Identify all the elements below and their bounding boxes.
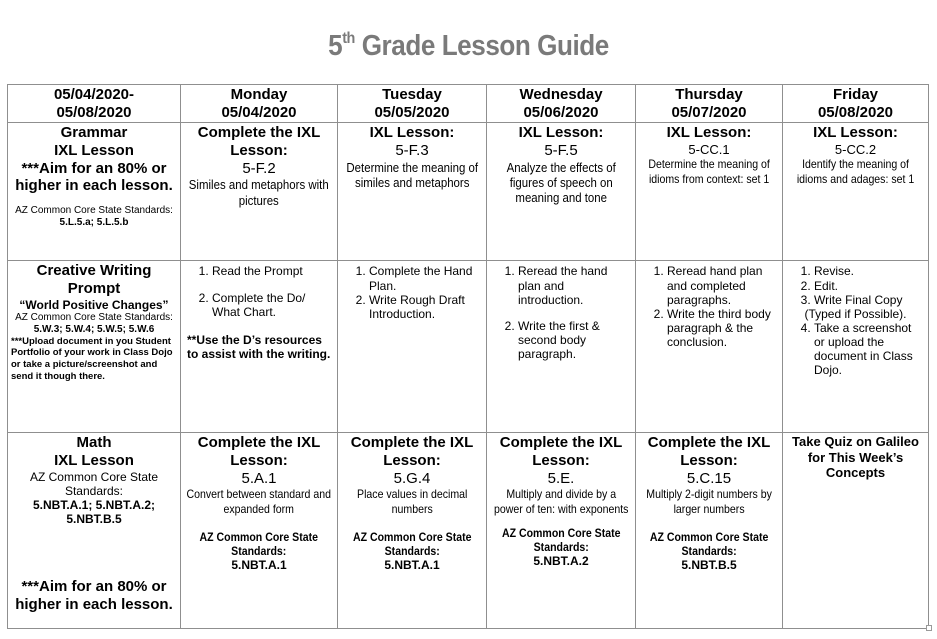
thursday-steps: [639, 264, 779, 349]
monday-steps: [184, 264, 334, 318]
grammar-friday: IXL Lesson: 5-CC.2 Identify the meaning of idioms and adages: set 1: [783, 123, 929, 261]
tuesday-steps: [341, 264, 483, 321]
friday-steps: [786, 264, 925, 306]
writing-label-cell: Creative Writing Prompt “World Positive Changes” AZ Common Core State Standards: 5.W.3; 5.W.4; 5.W.5; 5.W.6 ***Upload document in you Student Portfolio of your work in Class Dojo or take a picture/screenshot and send it though there.: [8, 261, 181, 433]
math-monday: Complete the IXL Lesson: 5.A.1 Convert between standard and expanded form AZ Common Core State Standards: 5.NBT.A.1: [181, 433, 338, 629]
header-thursday: Thursday 05/07/2020: [636, 85, 783, 123]
math-wednesday: Complete the IXL Lesson: 5.E. Multiply and divide by a power of ten: with exponents AZ Common Core State Standards: 5.NBT.A.2: [487, 433, 636, 629]
list-item: 1. Complete the Hand Plan.: [369, 264, 483, 292]
writing-friday: [783, 261, 929, 433]
list-item: 2. Write Rough Draft Introduction.: [369, 293, 483, 321]
grammar-row: [8, 123, 929, 261]
friday-steps-cont: [786, 321, 925, 378]
list-item: 3. Write Final Copy: [814, 293, 925, 307]
page-title: 5th Grade Lesson Guide: [328, 30, 609, 62]
math-label-cell: Math IXL Lesson AZ Common Core State Standards: 5.NBT.A.1; 5.NBT.A.2; 5.NBT.B.5 ***Aim for an 80% or higher in each lesson.: [8, 433, 181, 629]
grammar-thursday: IXL Lesson: 5-CC.1 Determine the meaning of idioms from context: set 1: [636, 123, 783, 261]
header-week-cell: 05/04/2020- 05/08/2020: [8, 85, 181, 123]
list-item: 2. Write the third body paragraph & the conclusion.: [667, 307, 779, 349]
lesson-guide-table: [7, 84, 929, 629]
list-item: 2. Write the first & second body paragraph.: [518, 319, 632, 361]
list-item: 2. Edit.: [814, 279, 925, 293]
typed-note: (Typed if Possible).: [804, 306, 907, 321]
writing-monday: 1. Read the Prompt 2. Complete the Do/ What Chart. **Use the D’s resources to assist with the writing.: [181, 261, 338, 433]
writing-tuesday: [338, 261, 487, 433]
grammar-label-cell: Grammar IXL Lesson ***Aim for an 80% or higher in each lesson. AZ Common Core State Standards: 5.L.5.a; 5.L.5.b: [8, 123, 181, 261]
header-monday: Monday 05/04/2020: [181, 85, 338, 123]
header-tuesday: Tuesday 05/05/2020: [338, 85, 487, 123]
wednesday-steps: [490, 264, 632, 361]
writing-row: [8, 261, 929, 433]
grammar-monday: Complete the IXL Lesson: 5-F.2 Similes and metaphors with pictures: [181, 123, 338, 261]
list-item: 2. Complete the Do/ What Chart.: [212, 291, 334, 319]
math-thursday: Complete the IXL Lesson: 5.C.15 Multiply 2-digit numbers by larger numbers AZ Common Core State Standards: 5.NBT.B.5: [636, 433, 783, 629]
list-item: 1. Revise.: [814, 264, 925, 278]
list-item: 1. Reread the hand plan and introduction.: [518, 264, 632, 306]
resize-handle-icon[interactable]: [926, 625, 932, 631]
grammar-wednesday: IXL Lesson: 5-F.5 Analyze the effects of figures of speech on meaning and tone: [487, 123, 636, 261]
list-item: 1. Reread hand plan and completed paragraphs.: [667, 264, 779, 306]
math-row: [8, 433, 929, 629]
math-friday: Take Quiz on Galileo for This Week’s Concepts: [783, 433, 929, 629]
writing-wednesday: [487, 261, 636, 433]
list-item: 4. Take a screenshot or upload the document in Class Dojo.: [814, 321, 925, 378]
grammar-tuesday: IXL Lesson: 5-F.3 Determine the meaning of similes and metaphors: [338, 123, 487, 261]
math-tuesday: Complete the IXL Lesson: 5.G.4 Place values in decimal numbers AZ Common Core State Standards: 5.NBT.A.1: [338, 433, 487, 629]
header-wednesday: Wednesday 05/06/2020: [487, 85, 636, 123]
header-row: [8, 85, 929, 123]
list-item: 1. Read the Prompt: [212, 264, 334, 278]
writing-thursday: [636, 261, 783, 433]
header-friday: Friday 05/08/2020: [783, 85, 929, 123]
